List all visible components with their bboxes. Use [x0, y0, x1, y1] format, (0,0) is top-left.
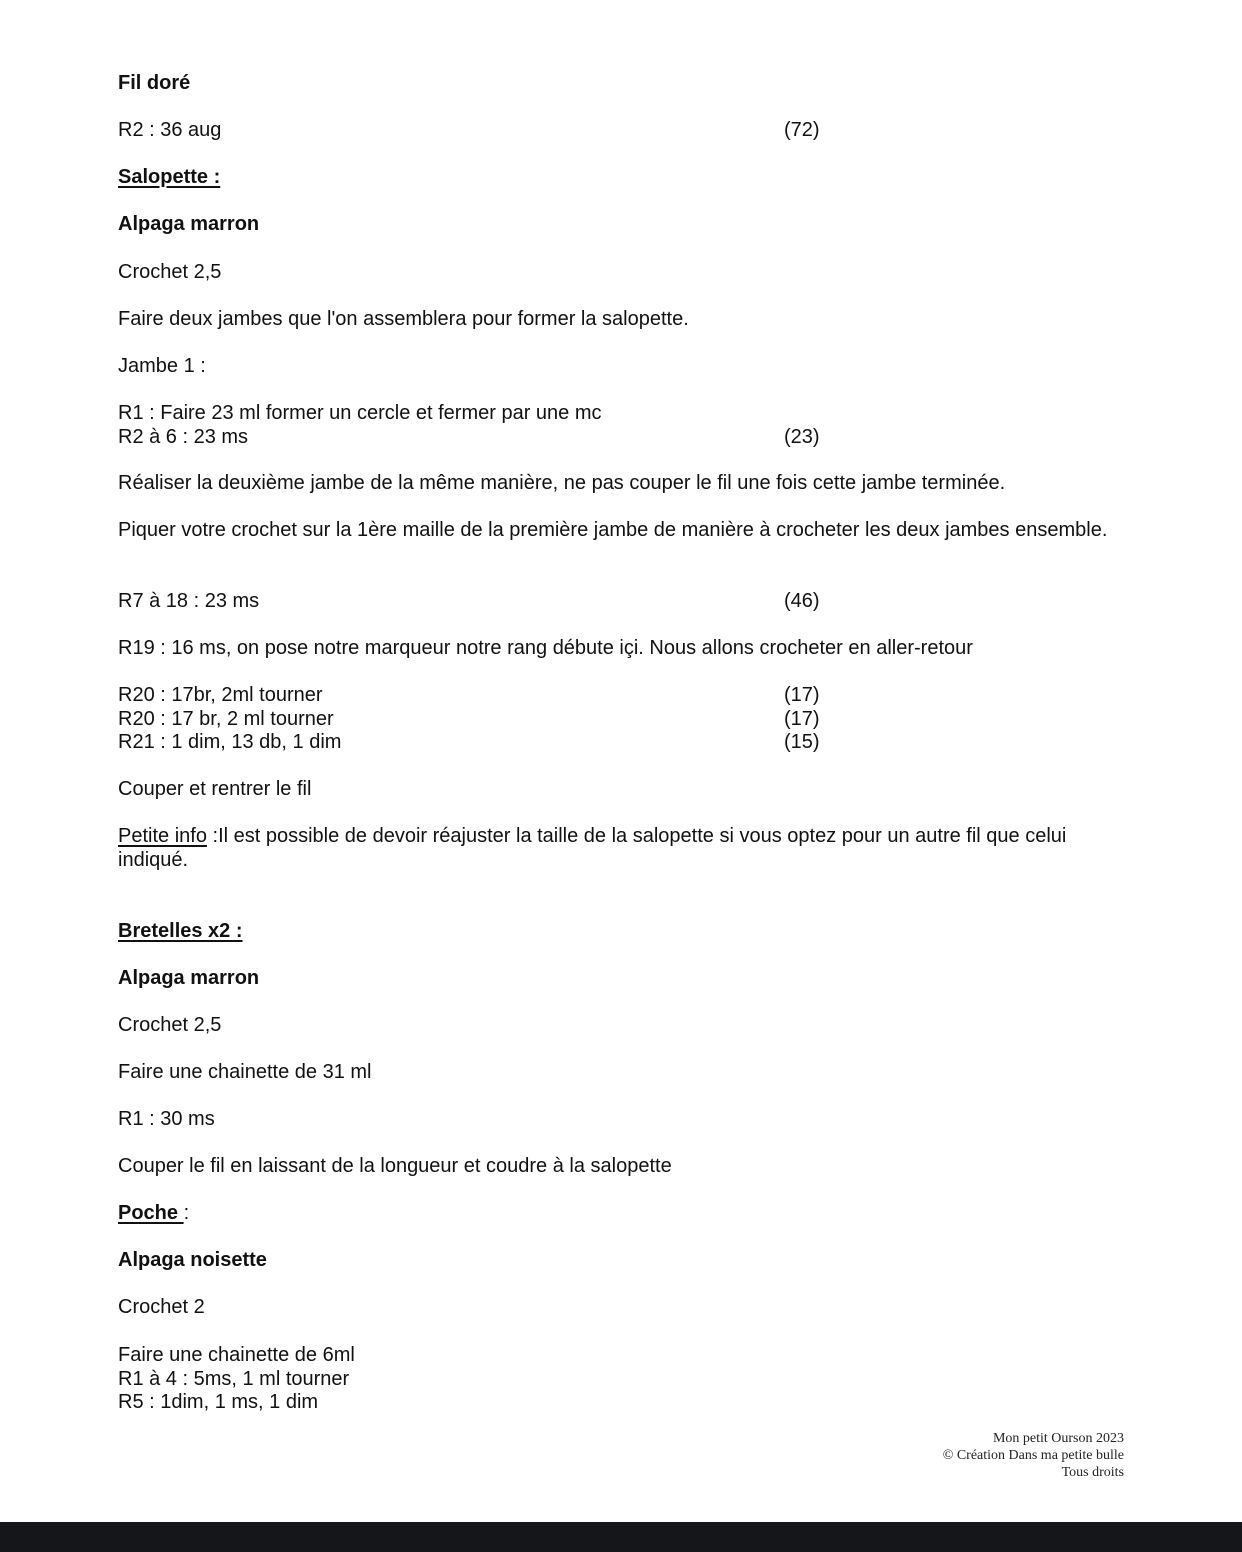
petite-info-label: Petite info: [118, 825, 207, 847]
section-title-poche-colon: :: [183, 1202, 190, 1224]
bottom-bar: [0, 1522, 1242, 1552]
row-r1-4-poche: R1 à 4 : 5ms, 1 ml tourner: [118, 1368, 350, 1390]
petite-info-text: :Il est possible de devoir réajuster la taille de la salopette si vous optez pour un autre fil que celui indiqué.: [118, 825, 1067, 871]
count-r20a: (17): [784, 684, 820, 706]
section-title-poche-line: [118, 1201, 189, 1225]
count-r2-6-jambe: (23): [784, 426, 820, 448]
footer-line-1: Mon petit Ourson 2023: [992, 1431, 1124, 1446]
footer-line-3: Tous droits: [1061, 1465, 1124, 1480]
count-r7-18: (46): [784, 590, 820, 612]
yarn-bretelles: Alpaga marron: [118, 967, 260, 989]
row-r1-bretelles: R1 : 30 ms: [118, 1108, 215, 1130]
row-r1-jambe: R1 : Faire 23 ml former un cercle et fermer par une mc: [118, 402, 602, 424]
row-r2-6-jambe: R2 à 6 : 23 ms: [118, 426, 249, 448]
section-title-poche: Poche: [118, 1202, 184, 1224]
chain-poche: Faire une chainette de 6ml: [118, 1344, 355, 1366]
row-r20a: R20 : 17br, 2ml tourner: [118, 684, 323, 706]
count-r20b: (17): [784, 708, 820, 730]
row-r21: R21 : 1 dim, 13 db, 1 dim: [118, 731, 342, 753]
chain-bretelles: Faire une chainette de 31 ml: [118, 1061, 372, 1083]
count-r2-fil-dore: (72): [784, 119, 820, 141]
cut-thread-note: Couper et rentrer le fil: [118, 778, 312, 800]
hook-bretelles: Crochet 2,5: [118, 1014, 222, 1036]
petite-info-paragraph: [118, 825, 1128, 872]
row-r5-poche: R5 : 1dim, 1 ms, 1 dim: [118, 1391, 319, 1413]
section-title-bretelles: Bretelles x2 :: [118, 920, 243, 942]
footer-line-2: © Création Dans ma petite bulle: [942, 1448, 1124, 1463]
hook-poche: Crochet 2: [118, 1296, 205, 1318]
row-r7-18: R7 à 18 : 23 ms: [118, 590, 260, 612]
yarn-poche: Alpaga noisette: [118, 1249, 267, 1271]
paragraph-second-leg: Réaliser la deuxième jambe de la même manière, ne pas couper le fil une fois cette jambe terminée.: [118, 472, 1006, 494]
hook-salopette: Crochet 2,5: [118, 261, 222, 283]
row-r20b: R20 : 17 br, 2 ml tourner: [118, 708, 334, 730]
yarn-salopette: Alpaga marron: [118, 213, 260, 235]
finish-bretelles: Couper le fil en laissant de la longueur et coudre à la salopette: [118, 1155, 672, 1177]
copyright-footer: [943, 1430, 1124, 1481]
intro-salopette: Faire deux jambes que l'on assemblera pour former la salopette.: [118, 308, 689, 330]
row-r2-fil-dore: R2 : 36 aug: [118, 119, 222, 141]
count-r21: (15): [784, 731, 820, 753]
heading-fil-dore: Fil doré: [118, 72, 191, 94]
paragraph-join-legs: Piquer votre crochet sur la 1ère maille de la première jambe de manière à crocheter les deux jambes ensemble.: [118, 519, 1108, 541]
section-title-salopette: Salopette :: [118, 166, 221, 188]
jambe-title: Jambe 1 :: [118, 355, 206, 377]
row-r19: R19 : 16 ms, on pose notre marqueur notre rang débute içi. Nous allons crocheter en aller-retour: [118, 637, 973, 659]
